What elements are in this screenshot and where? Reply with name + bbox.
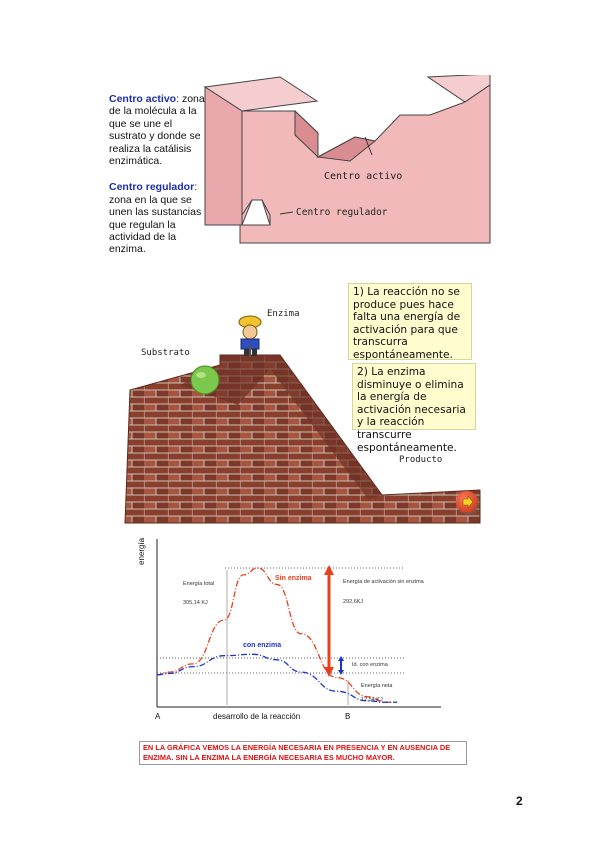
chart-ylabel: energía <box>137 537 146 565</box>
active-site-description: zona de la molécula a la que se une el sustrato y donde se realiza la catálisis enzimática. <box>109 93 205 168</box>
block-front-face <box>240 85 490 243</box>
series-label-sin-enzima: Sin enzima <box>275 575 312 582</box>
arrow-right-icon <box>456 491 478 513</box>
active-site-heading: Centro activo <box>109 93 177 105</box>
note-without-enzyme: 1) La reacción no se produce pues hace falta una energía de activación para que transcurra espontáneamente. <box>348 283 472 360</box>
regulator-site-description: zona en la que se unen las sustancias que regulan la actividad de la enzima. <box>109 193 202 256</box>
annot-total-energy-value: 305,14 KJ <box>183 600 208 606</box>
series-label-con-enzima: con enzima <box>243 642 282 649</box>
chart-caption: EN LA GRÁFICA VEMOS LA ENERGÍA NECESARIA EN PRESENCIA Y EN AUSENCIA DE ENZIMA. SIN LA ENZIMA LA ENERGÍA NECESARIA ES MUCHO MAYOR. <box>139 741 467 765</box>
annot-net-energy: Energía neta <box>361 683 393 689</box>
annot-activation-no-enzyme: Energía de activación sin enzima <box>343 579 424 585</box>
annot-activation-with-enzyme: Id. con enzima <box>352 662 388 668</box>
regulator-site-colon: : <box>194 181 198 194</box>
label-regulator-site: Centro regulador <box>296 207 388 218</box>
label-active-site: Centro activo <box>324 171 403 182</box>
active-site-colon: : <box>176 93 180 105</box>
annot-total-energy: Energía total <box>183 581 215 587</box>
chart-x-start-label: A <box>155 712 161 721</box>
substrate-ball <box>191 366 219 394</box>
label-enzyme: Enzima <box>267 309 300 319</box>
activation-arrow-top <box>324 565 334 575</box>
regulator-site-paragraph <box>109 181 207 255</box>
note-with-enzyme: 2) La enzima disminuye o elimina la energía de activación necesaria y la reacción transcurre espontáneamente. <box>352 363 476 430</box>
next-button[interactable] <box>456 491 478 513</box>
regulator-site-heading: Centro regulador <box>109 181 195 194</box>
ball-highlight <box>196 372 206 378</box>
annot-net-energy-value: 12,54 KJ <box>361 697 383 703</box>
chart-x-end-label: B <box>345 712 351 721</box>
label-product: Producto <box>399 455 443 465</box>
label-substrate: Substrato <box>141 348 190 358</box>
enzyme-block-diagram <box>200 75 500 260</box>
enzyme-worker-figure <box>239 316 261 357</box>
enzyme-description <box>109 93 207 270</box>
annot-activation-no-enzyme-value: 292,6KJ <box>343 599 364 605</box>
block-left-face <box>205 87 242 225</box>
page-number: 2 <box>516 794 523 808</box>
chart-xlabel: desarrollo de la reacción <box>213 712 301 721</box>
energy-chart <box>135 535 445 735</box>
active-site-paragraph <box>109 93 207 167</box>
